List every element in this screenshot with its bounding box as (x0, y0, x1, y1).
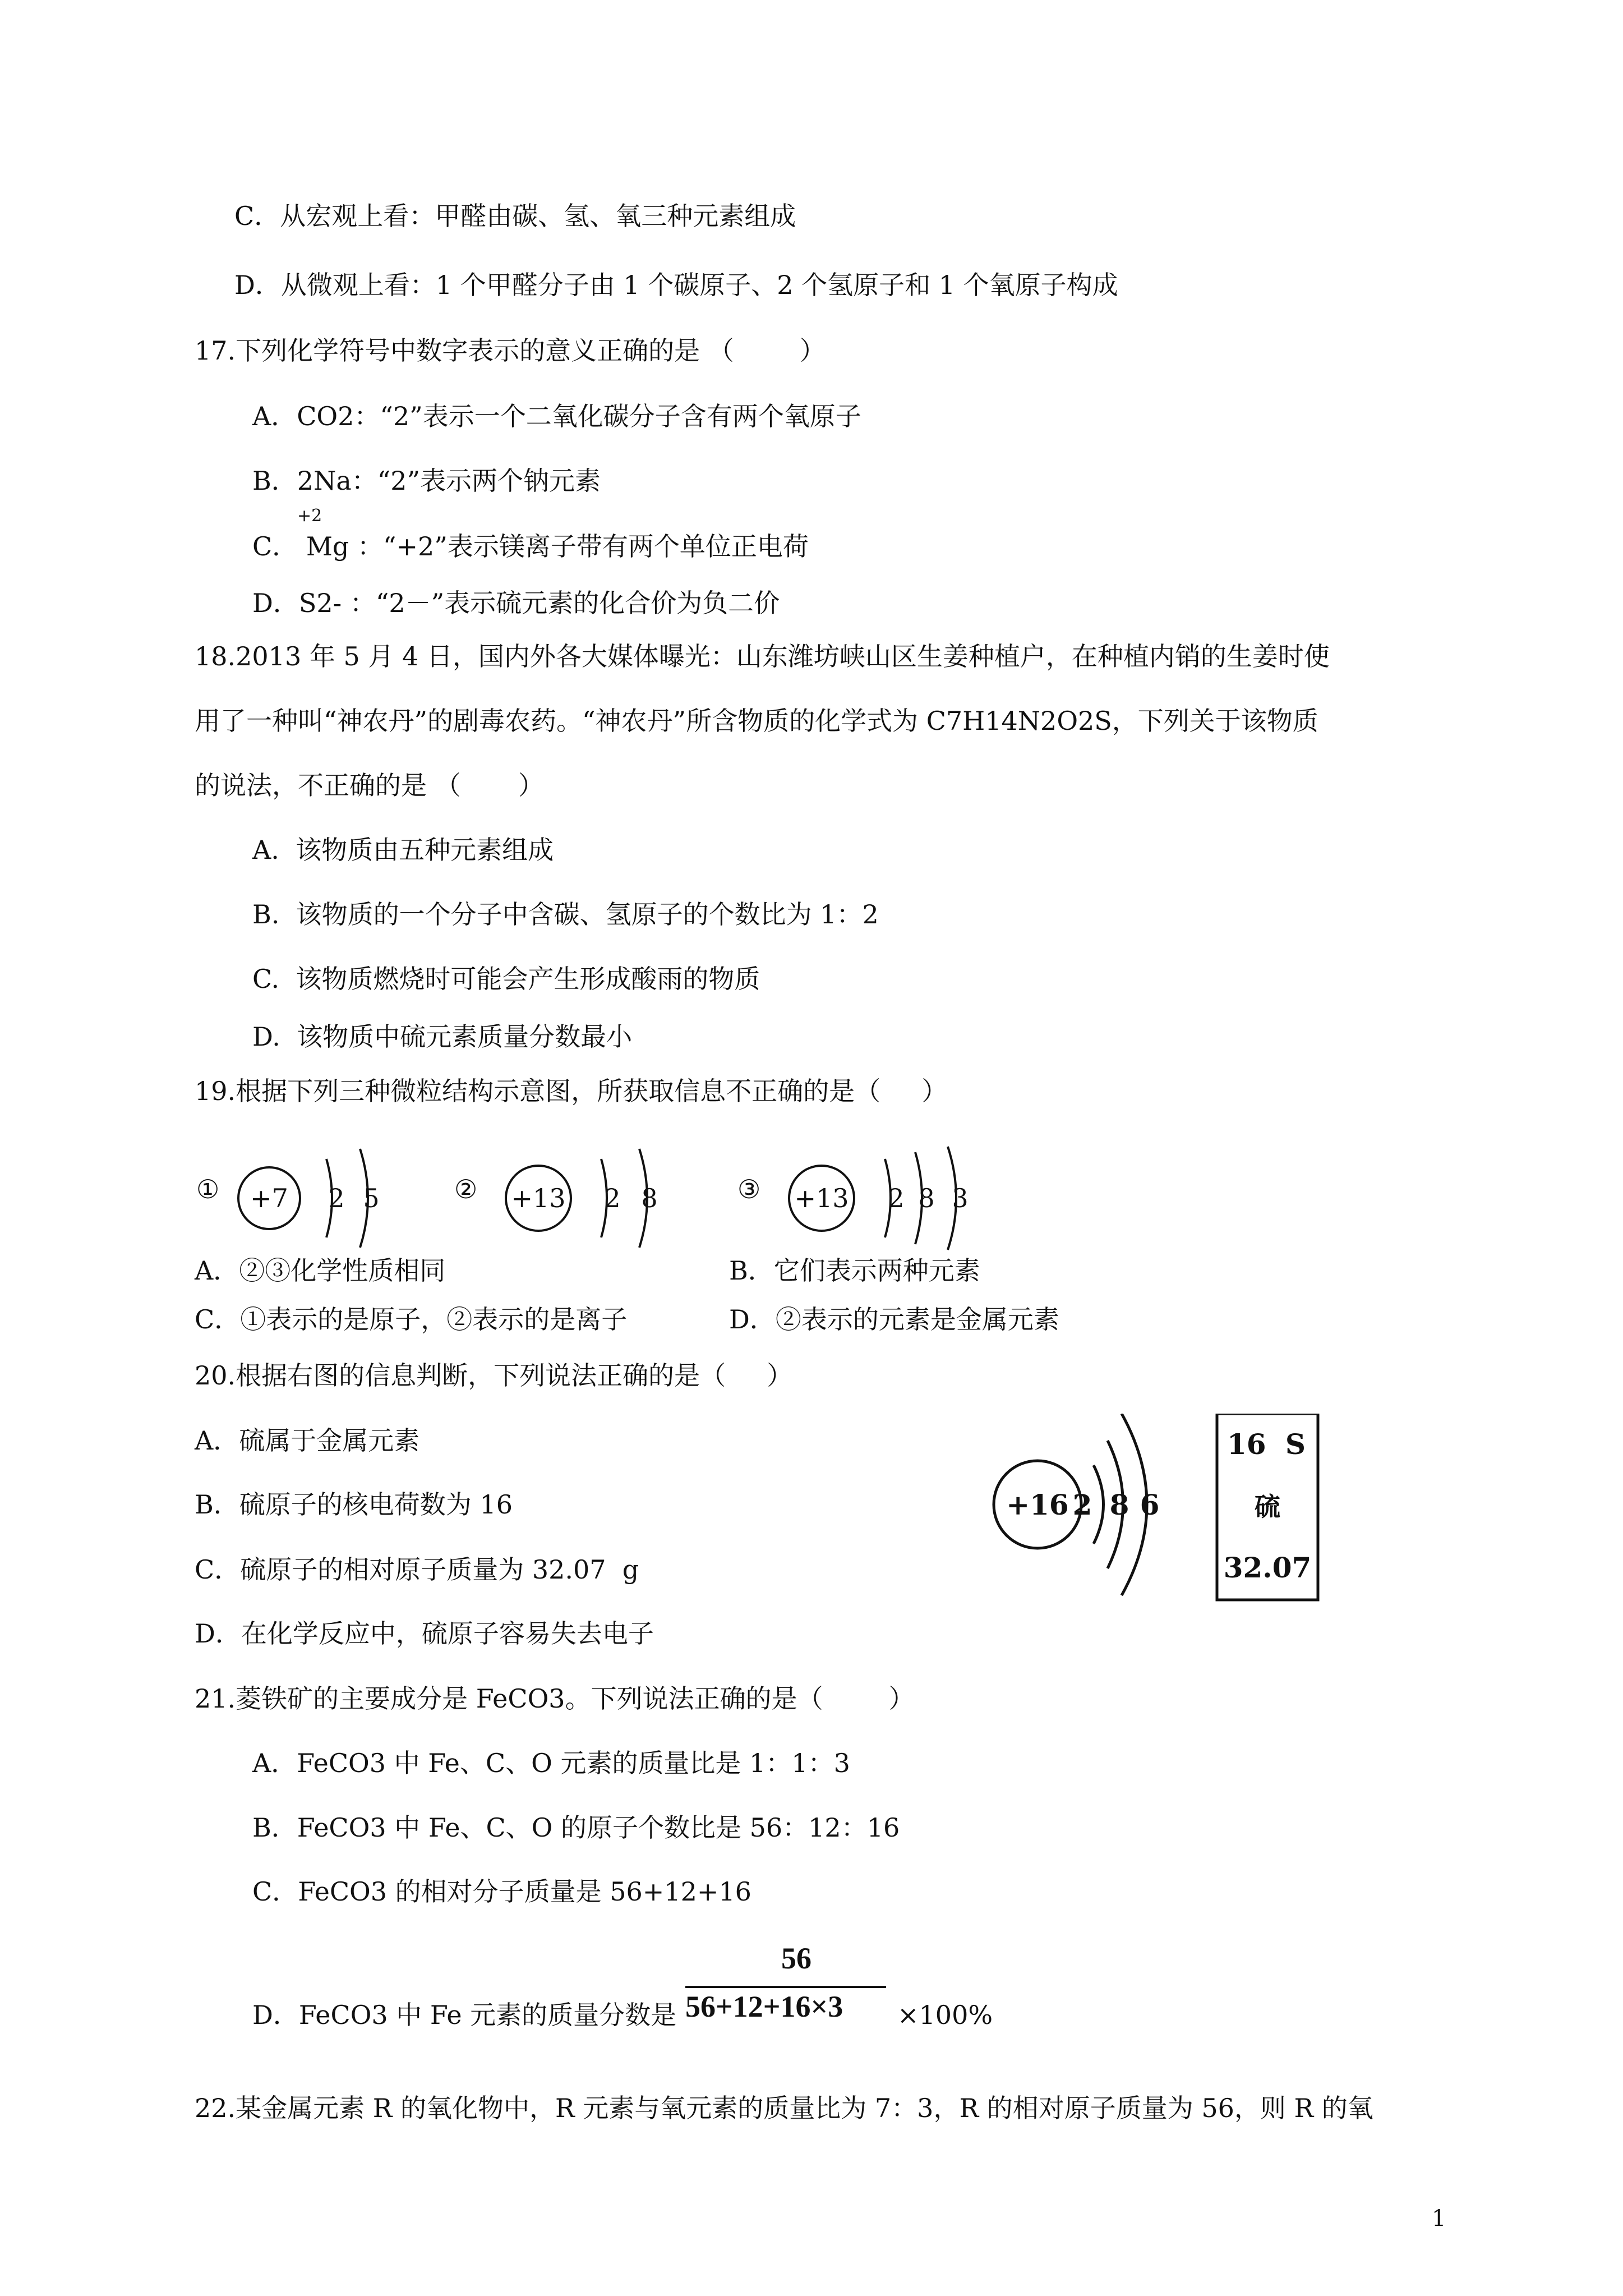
q20-card-name: 硫 (1255, 1492, 1280, 1522)
q20-option-c: C．硫原子的相对原子质量为 32.07 g (195, 1554, 639, 1585)
q18-stem-2: 用了一种叫“神农丹”的剧毒农药。“神农丹”所含物质的化学式为 C7H14N2O2S，下列关于该物质 (195, 706, 1318, 736)
q18-option-a: A. 该物质由五种元素组成 (252, 835, 554, 865)
q20-shell1: 2 (1072, 1488, 1092, 1521)
q19-atom3-shell1: 2 (888, 1183, 905, 1213)
q21-option-c: C．FeCO3 的相对分子质量是 56+12+16 (252, 1876, 751, 1907)
q19-atom1-shell1: 2 (328, 1183, 345, 1213)
q19-option-b: B．它们表示两种元素 (729, 1255, 980, 1286)
q19-stem: 19.根据下列三种微粒结构示意图，所获取信息不正确的是（ ） (195, 1076, 948, 1106)
q20-option-b: B．硫原子的核电荷数为 16 (195, 1489, 513, 1520)
q20-option-d: D．在化学反应中，硫原子容易失去电子 (195, 1618, 654, 1649)
q19-atom1-shell2: 5 (363, 1183, 380, 1213)
q21-fraction-bar (685, 1986, 886, 1988)
q21-stem: 21.菱铁矿的主要成分是 FeCO3。下列说法正确的是（ ） (195, 1683, 915, 1714)
q19-structure-diagrams (191, 1144, 1032, 1268)
q19-atom2-label: ② (454, 1174, 478, 1204)
q20-sulfur-diagram (987, 1414, 1380, 1627)
q20-nucleus: +16 (1006, 1488, 1069, 1521)
q18-stem-3: 的说法，不正确的是 （ ） (195, 770, 544, 800)
q19-atom3-nucleus: +13 (794, 1183, 849, 1213)
q18-option-d: D. 该物质中硫元素质量分数最小 (252, 1022, 633, 1052)
q19-atom3-shell2: 8 (918, 1183, 935, 1213)
q20-card-mass: 32.07 (1223, 1551, 1312, 1584)
q18-option-b: B. 该物质的一个分子中含碳、氢原子的个数比为 1：2 (252, 899, 879, 930)
q21-option-b: B．FeCO3 中 Fe、C、O 的原子个数比是 56：12：16 (252, 1812, 900, 1843)
q21-fraction-denominator: 56+12+16×3 (685, 1990, 843, 2023)
q21-option-d-percent: ×100% (897, 2000, 993, 2030)
page-number: 1 (1432, 2206, 1446, 2231)
mg-valence-sup: +2 (297, 506, 322, 526)
q19-atom3-label: ③ (737, 1174, 761, 1204)
q22-stem: 22.某金属元素 R 的氧化物中，R 元素与氧元素的质量比为 7：3，R 的相对原子质量为 56，则 R 的氧 (195, 2093, 1373, 2123)
q19-atom2-shell1: 2 (604, 1183, 621, 1213)
q20-stem: 20.根据右图的信息判断，下列说法正确的是（ ） (195, 1360, 793, 1391)
q18-stem-1: 18.2013 年 5 月 4 日，国内外各大媒体曝光：山东潍坊峡山区生姜种植户，在种植内销的生姜时使 (195, 641, 1330, 671)
q21-option-a: A．FeCO3 中 Fe、C、O 元素的质量比是 1：1：3 (252, 1748, 850, 1778)
q19-option-c: C．①表示的是原子，②表示的是离子 (195, 1304, 628, 1335)
q17-option-c: C． Mg ：“+2”表示镁离子带有两个单位正电荷 (252, 531, 809, 562)
q20-option-a: A．硫属于金属元素 (195, 1425, 420, 1456)
q17-option-b: B．2Na：“2”表示两个钠元素 (252, 466, 601, 496)
q16-option-d: D．从微观上看：1 个甲醛分子由 1 个碳原子、2 个氢原子和 1 个氧原子构成 (234, 270, 1118, 300)
q19-atom1-nucleus: +7 (250, 1183, 288, 1213)
q21-option-d: D．FeCO3 中 Fe 元素的质量分数是 (252, 2000, 677, 2030)
q17-option-a: A．CO2：“2”表示一个二氧化碳分子含有两个氧原子 (252, 401, 861, 431)
q19-option-d: D．②表示的元素是金属元素 (729, 1304, 1059, 1335)
q19-atom1-label: ① (196, 1174, 220, 1204)
q16-option-c: C．从宏观上看：甲醛由碳、氢、氧三种元素组成 (234, 201, 796, 231)
q19-option-a: A．②③化学性质相同 (195, 1255, 446, 1286)
q21-fraction-numerator: 56 (781, 1941, 811, 1975)
q19-atom2-nucleus: +13 (511, 1183, 566, 1213)
q17-stem: 17.下列化学符号中数字表示的意义正确的是 （ ） (195, 335, 826, 366)
q19-atom3-shell3: 3 (952, 1183, 969, 1213)
q17-option-d: D．S2- ：“2－”表示硫元素的化合价为负二价 (252, 588, 780, 618)
q19-atom2-shell2: 8 (641, 1183, 658, 1213)
q20-shell3: 6 (1140, 1488, 1160, 1521)
q20-shell2: 8 (1109, 1488, 1129, 1521)
q18-option-c: C. 该物质燃烧时可能会产生形成酸雨的物质 (252, 964, 760, 994)
q20-card-number: 16 (1227, 1428, 1266, 1461)
q20-card-symbol: S (1285, 1428, 1306, 1461)
